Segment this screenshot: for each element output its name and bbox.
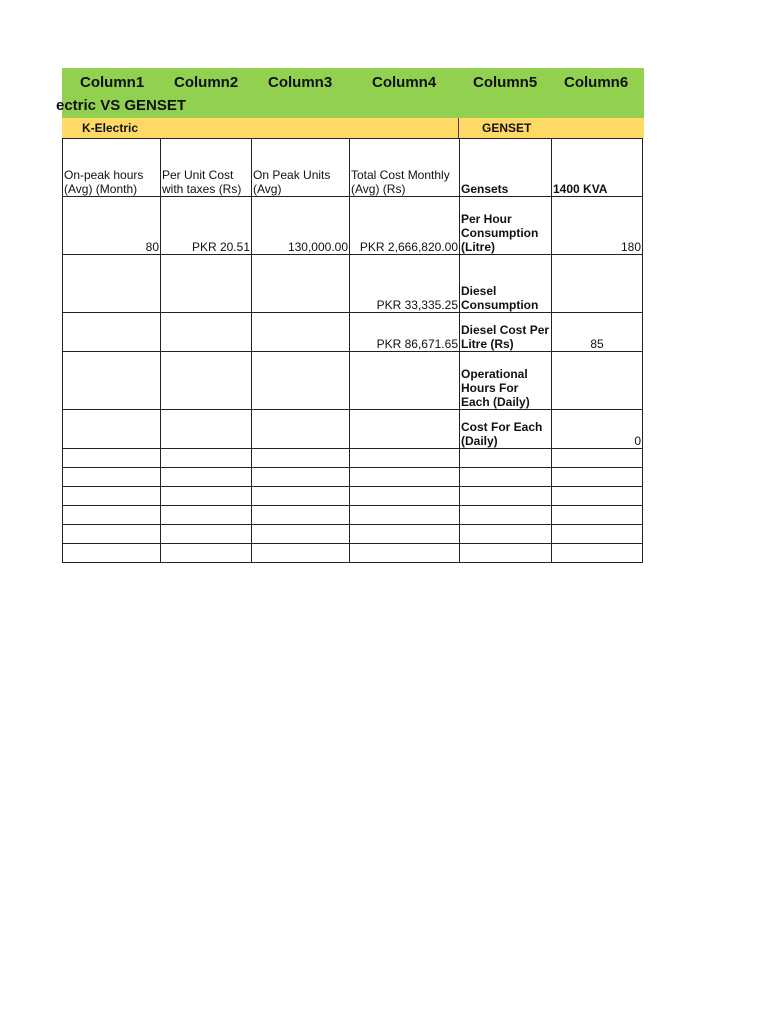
- cell[interactable]: Diesel Cost Per Litre (Rs): [460, 313, 552, 352]
- cell[interactable]: [350, 544, 460, 563]
- cell[interactable]: [552, 544, 643, 563]
- cell[interactable]: Per Hour Consumption (Litre): [460, 197, 552, 255]
- cell[interactable]: PKR 2,666,820.00: [350, 197, 460, 255]
- cell-header-6[interactable]: 1400 KVA: [552, 139, 643, 197]
- data-table: [62, 138, 643, 563]
- table-header-band: [56, 68, 644, 118]
- cell[interactable]: [161, 506, 252, 525]
- cell[interactable]: 80: [63, 197, 161, 255]
- cell[interactable]: [252, 525, 350, 544]
- column-header-3[interactable]: Column3: [268, 74, 333, 91]
- cell[interactable]: [350, 410, 460, 449]
- cell[interactable]: [552, 487, 643, 506]
- cell[interactable]: Diesel Consumption: [460, 255, 552, 313]
- table-row: [63, 449, 643, 468]
- cell[interactable]: [552, 468, 643, 487]
- cell[interactable]: [552, 352, 643, 410]
- cell[interactable]: [252, 352, 350, 410]
- cell[interactable]: [460, 525, 552, 544]
- section-header-band: [62, 118, 644, 138]
- cell[interactable]: [161, 487, 252, 506]
- table-row: [63, 197, 643, 255]
- cell[interactable]: [350, 487, 460, 506]
- cell[interactable]: PKR 33,335.25: [350, 255, 460, 313]
- cell[interactable]: [161, 410, 252, 449]
- cell[interactable]: [552, 506, 643, 525]
- cell[interactable]: [161, 525, 252, 544]
- cell[interactable]: [252, 313, 350, 352]
- cell[interactable]: PKR 20.51: [161, 197, 252, 255]
- cell[interactable]: [63, 487, 161, 506]
- cell-header-5[interactable]: Gensets: [460, 139, 552, 197]
- cell[interactable]: [161, 449, 252, 468]
- table-row: [63, 468, 643, 487]
- table-row: [63, 410, 643, 449]
- cell[interactable]: [552, 255, 643, 313]
- cell-header-4[interactable]: Total Cost Monthly (Avg) (Rs): [350, 139, 460, 197]
- cell[interactable]: [350, 352, 460, 410]
- table-row: [63, 255, 643, 313]
- table-row-header: [63, 139, 643, 197]
- table-row: [63, 313, 643, 352]
- cell[interactable]: 85: [552, 313, 643, 352]
- cell[interactable]: [252, 544, 350, 563]
- cell[interactable]: [350, 468, 460, 487]
- cell[interactable]: [63, 525, 161, 544]
- cell[interactable]: [161, 468, 252, 487]
- cell[interactable]: 0: [552, 410, 643, 449]
- column-header-6[interactable]: Column6: [564, 74, 629, 91]
- cell[interactable]: [350, 449, 460, 468]
- cell[interactable]: [350, 506, 460, 525]
- cell[interactable]: [63, 544, 161, 563]
- cell[interactable]: [161, 352, 252, 410]
- cell-header-1[interactable]: On-peak hours (Avg) (Month): [63, 139, 161, 197]
- column-header-1[interactable]: Column1: [80, 74, 145, 91]
- sheet-title[interactable]: ectric VS GENSET: [56, 97, 187, 114]
- column-header-5[interactable]: Column5: [473, 74, 538, 91]
- cell[interactable]: [161, 313, 252, 352]
- column-header-4[interactable]: Column4: [372, 74, 437, 91]
- cell[interactable]: [552, 525, 643, 544]
- cell[interactable]: [252, 506, 350, 525]
- section-k-electric[interactable]: K-Electric: [82, 121, 139, 135]
- column-header-2[interactable]: Column2: [174, 74, 239, 91]
- section-genset[interactable]: GENSET: [482, 121, 532, 135]
- cell-header-2[interactable]: Per Unit Cost with taxes (Rs): [161, 139, 252, 197]
- cell[interactable]: [63, 255, 161, 313]
- cell[interactable]: [161, 255, 252, 313]
- cell[interactable]: Cost For Each (Daily): [460, 410, 552, 449]
- cell[interactable]: [63, 506, 161, 525]
- cell[interactable]: [460, 506, 552, 525]
- cell[interactable]: [552, 449, 643, 468]
- cell[interactable]: [252, 255, 350, 313]
- cell[interactable]: [252, 487, 350, 506]
- cell[interactable]: [63, 352, 161, 410]
- cell[interactable]: [252, 410, 350, 449]
- cell[interactable]: [460, 544, 552, 563]
- table-row: [63, 487, 643, 506]
- cell[interactable]: [63, 468, 161, 487]
- cell[interactable]: [350, 525, 460, 544]
- cell[interactable]: [63, 449, 161, 468]
- cell[interactable]: [63, 410, 161, 449]
- section-divider: [458, 118, 459, 138]
- cell[interactable]: [252, 468, 350, 487]
- cell[interactable]: [63, 313, 161, 352]
- cell[interactable]: [460, 449, 552, 468]
- cell[interactable]: 180: [552, 197, 643, 255]
- cell[interactable]: [252, 449, 350, 468]
- table-row: [63, 352, 643, 410]
- cell[interactable]: Operational Hours For Each (Daily): [460, 352, 552, 410]
- cell-header-3[interactable]: On Peak Units (Avg): [252, 139, 350, 197]
- table-row: [63, 544, 643, 563]
- cell[interactable]: PKR 86,671.65: [350, 313, 460, 352]
- cell[interactable]: [460, 487, 552, 506]
- cell[interactable]: [161, 544, 252, 563]
- table-row: [63, 525, 643, 544]
- cell[interactable]: 130,000.00: [252, 197, 350, 255]
- cell[interactable]: [460, 468, 552, 487]
- table-row: [63, 506, 643, 525]
